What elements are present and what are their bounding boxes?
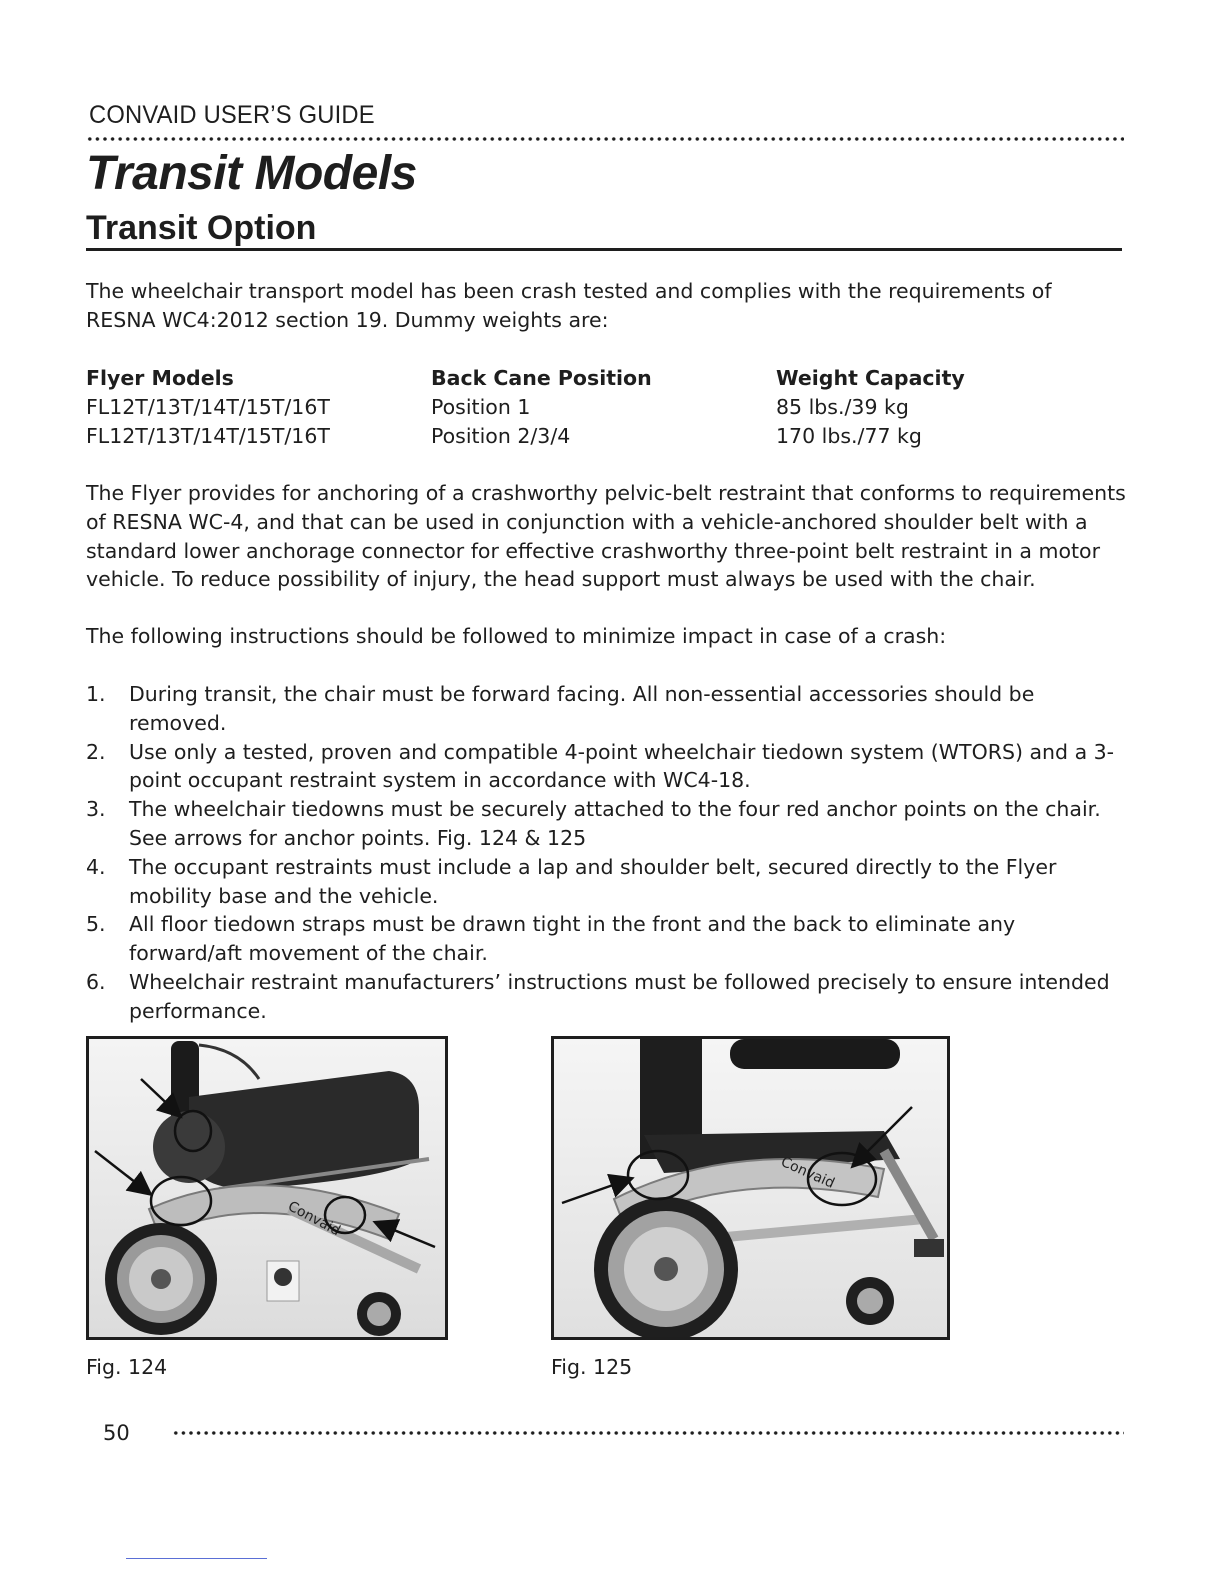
wheelchair-angle-illustration [554,1039,947,1337]
section-title: Transit Option [86,209,317,247]
guide-header: CONVAID USER’S GUIDE [89,101,375,129]
table-cell: 170 lbs./77 kg [776,424,922,448]
footer-blue-line [126,1558,267,1559]
list-number: 2. [86,739,106,764]
list-text: The occupant restraints must include a lap and shoulder belt, secured directly to the Flyer mobility base and the vehicle. [129,854,1057,908]
table-header: Flyer Models [86,366,234,390]
table-cell: Position 1 [431,395,531,419]
figure-124-photo [86,1036,448,1340]
brand-label: Convaid [285,1198,343,1240]
figure-caption: Fig. 124 [86,1355,168,1379]
table-header: Weight Capacity [776,366,965,390]
list-item [86,738,1126,796]
instructions-intro: The following instructions should be followed to minimize impact in case of a crash: [86,624,947,648]
list-number: 5. [86,912,106,937]
list-item [86,853,1126,911]
page-number: 50 [103,1421,130,1445]
footer-dotted-rule [172,1430,1124,1436]
instructions-list [86,680,1126,1026]
list-item [86,910,1126,968]
list-number: 4. [86,854,106,879]
header-dotted-rule [86,136,1124,142]
table-cell: FL12T/13T/14T/15T/16T [86,424,330,448]
list-text: All floor tiedown straps must be drawn tight in the front and the back to eliminate any forward/aft movement of the chair. [129,912,1016,966]
list-text: During transit, the chair must be forward facing. All non-essential accessories should be removed. [129,682,1035,735]
page-title: Transit Models [86,147,417,200]
list-item [86,968,1126,1026]
figure-125-photo [551,1036,950,1340]
list-text: Wheelchair restraint manufacturers’ instructions must be followed precisely to ensure intended performance. [129,969,1110,1023]
table-cell: 85 lbs./39 kg [776,395,909,419]
table-header: Back Cane Position [431,366,652,390]
intro-paragraph: The wheelchair transport model has been crash tested and complies with the requirements of RESNA WC4:2012 section 19. Dummy weights are: [86,279,1052,332]
anchoring-paragraph: The Flyer provides for anchoring of a crashworthy pelvic-belt restraint that conforms to requirements of RESNA WC-4, and that can be used in conjunction with a vehicle-anchored shoulder belt with a standard lower anchorage connector for effective crashworthy three-point belt restraint in a motor vehicle. To reduce possibility of injury, the head support must always be used with the chair. [86,481,1126,592]
section-rule [86,248,1122,251]
list-item [86,680,1126,738]
list-text: The wheelchair tiedowns must be securely attached to the four red anchor points on the chair. See arrows for anchor points. Fig. 124 & 125 [129,797,1101,850]
list-number: 6. [86,969,106,994]
brand-label: Convaid [778,1154,837,1192]
table-cell: Position 2/3/4 [431,424,571,448]
list-item [86,795,1126,853]
list-number: 3. [86,797,106,822]
list-number: 1. [86,682,106,706]
list-text: Use only a tested, proven and compatible 4-point wheelchair tiedown system (WTORS) and a 3-point occupant restraint system in accordance with WC4-18. [129,739,1115,793]
table-cell: FL12T/13T/14T/15T/16T [86,395,330,419]
figure-caption: Fig. 125 [551,1355,633,1379]
wheelchair-side-illustration [89,1039,445,1337]
